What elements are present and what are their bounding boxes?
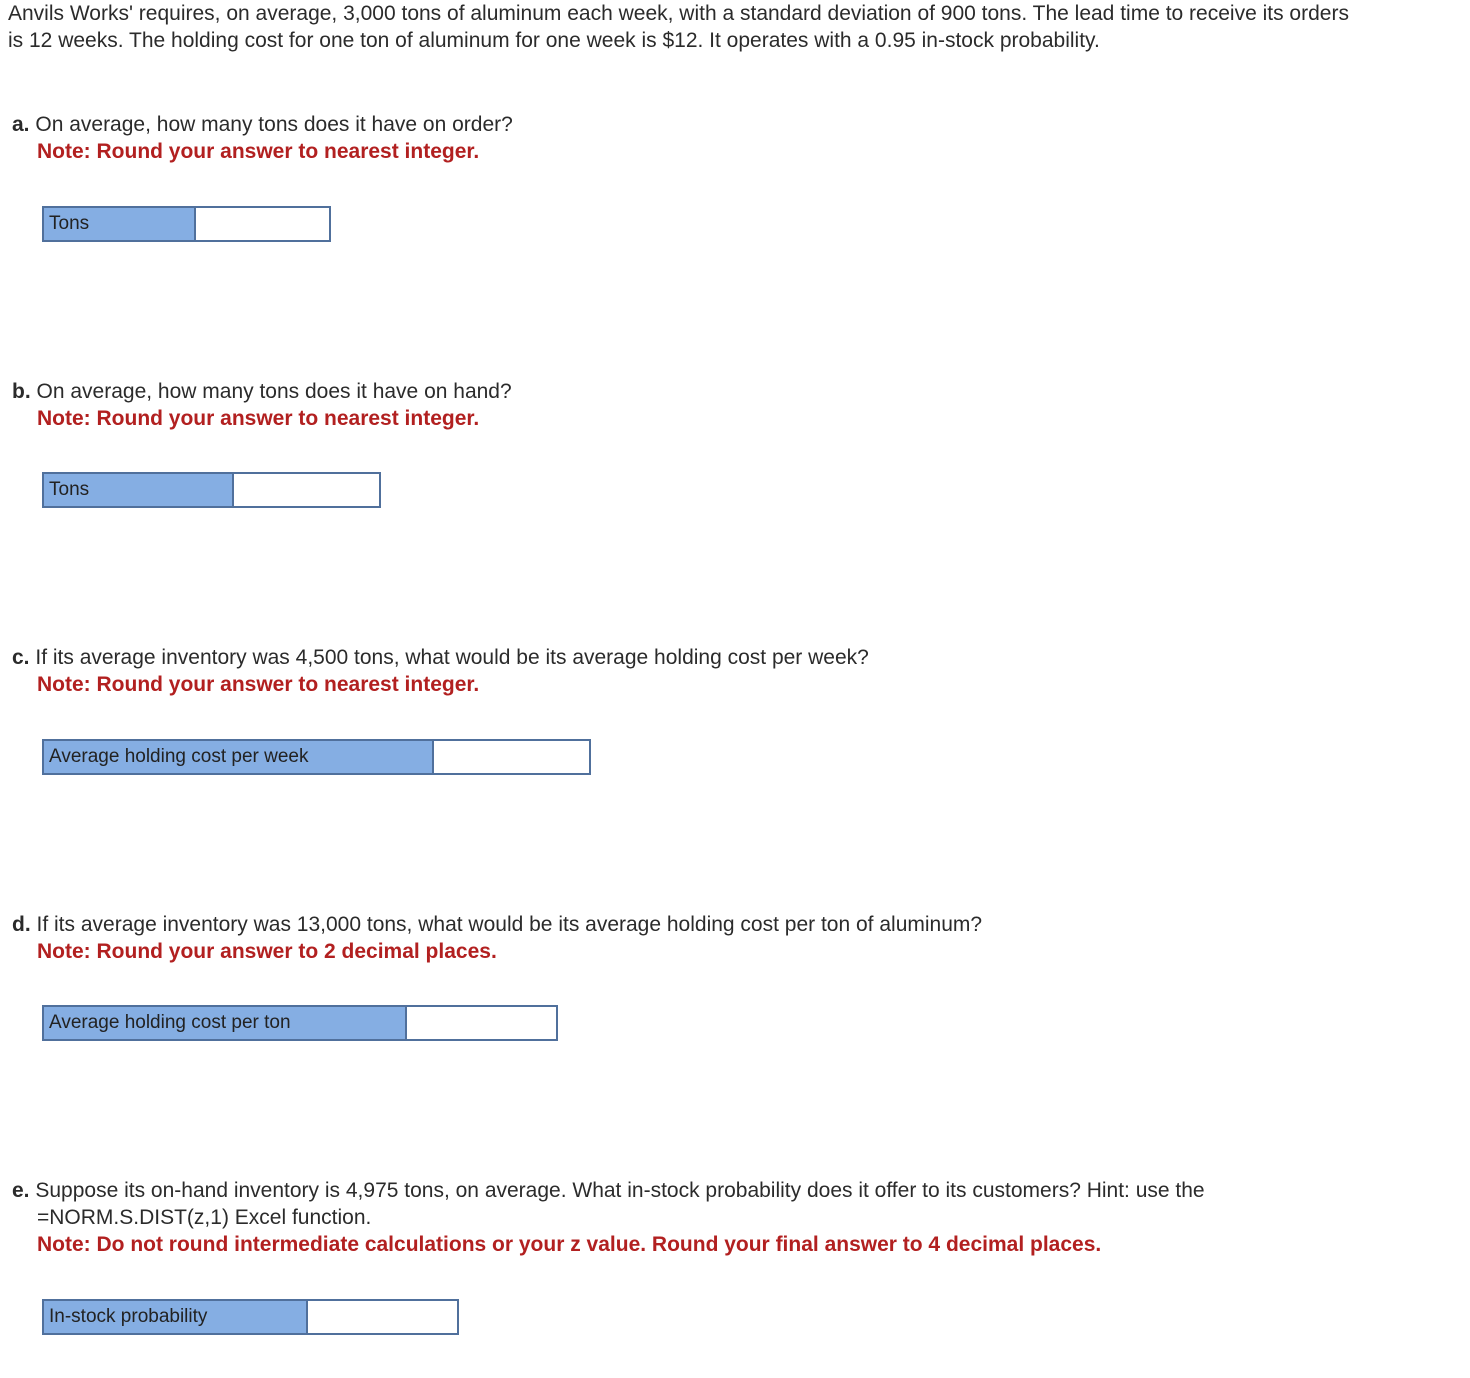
answer-input-wrap [432, 739, 591, 775]
question-letter: d. [12, 913, 31, 936]
answer-row-c [42, 739, 591, 775]
question-text: On average, how many tons does it have on order? [35, 113, 513, 136]
answer-input-wrap [405, 1005, 558, 1041]
question-b [12, 378, 1452, 432]
answer-input-a[interactable] [194, 206, 331, 242]
question-a [12, 111, 1452, 165]
question-e [12, 1177, 1452, 1258]
answer-input-b[interactable] [232, 472, 381, 508]
answer-input-d[interactable] [405, 1005, 558, 1041]
answer-input-wrap [194, 206, 331, 242]
question-note: Note: Round your answer to 2 decimal places. [37, 940, 497, 963]
question-c [12, 644, 1452, 698]
answer-label: In-stock probability [42, 1299, 306, 1335]
answer-row-b [42, 472, 381, 508]
question-note: Note: Do not round intermediate calculations or your z value. Round your final answer to 4 decimal places. [37, 1233, 1102, 1256]
answer-row-e [42, 1299, 459, 1335]
answer-label: Average holding cost per week [42, 739, 432, 775]
question-text-continued: =NORM.S.DIST(z,1) Excel function. [37, 1206, 372, 1229]
question-d [12, 911, 1452, 965]
question-text: If its average inventory was 4,500 tons, what would be its average holding cost per week? [35, 646, 869, 669]
question-letter: b. [12, 380, 31, 403]
question-letter: e. [12, 1179, 30, 1202]
answer-input-wrap [306, 1299, 459, 1335]
question-text: On average, how many tons does it have on hand? [36, 380, 512, 403]
question-note: Note: Round your answer to nearest integer. [37, 673, 480, 696]
question-letter: c. [12, 646, 30, 669]
answer-input-c[interactable] [432, 739, 591, 775]
answer-label: Average holding cost per ton [42, 1005, 405, 1041]
question-text: If its average inventory was 13,000 tons, what would be its average holding cost per ton of aluminum? [36, 913, 983, 936]
question-text: Suppose its on-hand inventory is 4,975 tons, on average. What in-stock probability does it offer to its customers? Hint: use the [35, 1179, 1205, 1202]
answer-label: Tons [42, 206, 194, 242]
question-letter: a. [12, 113, 30, 136]
question-note: Note: Round your answer to nearest integer. [37, 407, 480, 430]
question-note: Note: Round your answer to nearest integer. [37, 140, 480, 163]
answer-input-wrap [232, 472, 381, 508]
answer-row-d [42, 1005, 558, 1041]
answer-input-e[interactable] [306, 1299, 459, 1335]
answer-label: Tons [42, 472, 232, 508]
answer-row-a [42, 206, 331, 242]
problem-statement: Anvils Works' requires, on average, 3,000 tons of aluminum each week, with a standard deviation of 900 tons. The lead time to receive its orders is 12 weeks. The holding cost for one ton of aluminum for one week is $12. It operates with a 0.95 in-stock probability. [8, 2, 1349, 52]
